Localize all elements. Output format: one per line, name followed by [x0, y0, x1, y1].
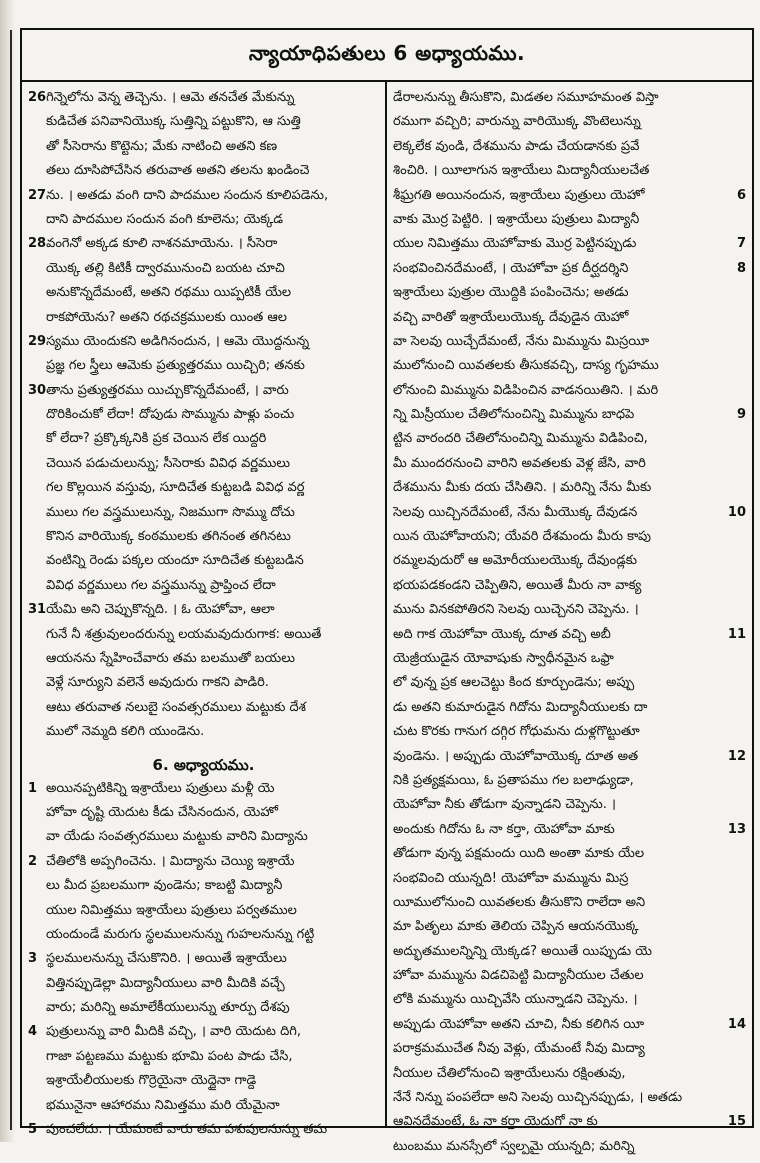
text-line	[393, 90, 746, 114]
line-text: అద్భుతములన్నిన్ని యెక్కడ? అయితే యిప్పుడు యె	[393, 943, 653, 959]
text-line	[393, 1041, 746, 1065]
line-text: గిన్నెలోను వెన్న తెచ్చెను. । ఆమె తనచేత మేకున్ను	[46, 90, 295, 105]
line-text: అయినప్పటికిన్ని ఇశ్రాయేలు పుత్రులు మళ్లీ యె	[46, 780, 275, 796]
text-line	[393, 261, 746, 285]
text-line	[28, 1049, 379, 1073]
line-text: యీములోనుంచి యివతలకు తీసుకొని రాలేదా అని	[393, 894, 646, 910]
text-line	[28, 1122, 379, 1146]
text-line	[393, 871, 746, 895]
text-line	[28, 261, 379, 285]
text-line	[28, 431, 379, 455]
line-text: న్ని మిస్రీయుల చేతిలోనుంచిన్ని మిమ్మును బాధపె	[393, 407, 635, 423]
line-text: వివిధ వర్ణములు గల వస్త్రమున్ను ప్రాప్తించ లేదా	[46, 577, 276, 593]
verse-number: 2	[28, 853, 38, 869]
text-line	[393, 456, 746, 480]
line-text: సెలవు యిచ్చినదేమంటే, నేను మీయొక్క దేవుడన	[393, 504, 638, 520]
text-line	[28, 1024, 379, 1048]
text-line	[393, 310, 746, 334]
verse-number: 5	[28, 1122, 38, 1138]
line-text: మీ ముందరనుంచి వారిని అవతలకు వెళ్ల జేసి, వారి	[393, 455, 646, 471]
book-binding-edge	[0, 0, 16, 1142]
line-text: నికి ప్రత్యక్షమయి, ఓ ప్రతాపము గల బలాఢ్యుడా,	[393, 772, 634, 788]
line-text: ఇశ్రాయేలీయులకు గొర్రెయైనా యెద్దైనా గాడ్దె	[46, 1073, 257, 1089]
line-text: తాను ప్రత్యుత్తరము యిచ్చుకొన్నదేమంటే, । వారు	[46, 382, 289, 398]
text-line	[28, 927, 379, 951]
line-text: వాకు మొర్ర పెట్టిరి. । ఇశ్రాయేలు పుత్రులు మిద్యానీ	[393, 211, 640, 227]
text-line	[393, 358, 746, 382]
text-line	[28, 114, 379, 138]
line-text: కుడిచేత పనివానియొక్క సుత్తిన్ని పట్టుకొని, ఆ సుత్తి	[46, 114, 301, 130]
line-text: చేతిలోకి అప్పగించెను. । మిద్యాను చెయ్యి ఇశ్రాయే	[46, 853, 295, 869]
line-text: వంటిన్ని రెండు పక్కల యందూ సూదిచేత కుట్టబడిన	[46, 553, 304, 569]
text-line	[393, 1090, 746, 1114]
line-text: దాని పాదముల సందున వంగి కూలెను; యెక్కడ	[46, 211, 283, 227]
line-text: ఆయనను స్నేహించేవారు తమ బలముతో బయలు	[46, 650, 295, 666]
line-text: వుండెను. । అప్పుడు యెహోవాయొక్క దూత అత	[393, 748, 639, 764]
line-text: ములు గల వస్త్రములున్ను, నిజముగా సొమ్ము దోచు	[46, 504, 295, 520]
verse-number: 10	[727, 504, 746, 520]
line-text: ఆవినదేమంటే, ఓ నా కర్తా యెదుగో నా కు	[393, 1114, 598, 1130]
text-line	[393, 1139, 746, 1163]
line-text: ములోనుంచి యివతలకు తీసుకవచ్చి, దాస్య గృహము	[393, 358, 659, 374]
line-text: యెజ్రీయుడైన యోవాషుకు స్వాధీనమైన ఒఫ్రా	[393, 650, 614, 666]
verse-number: 27	[28, 187, 47, 203]
line-text: అప్పుడు యెహోవా అతని చూచి, నీకు కలిగిన యీ	[393, 1016, 645, 1032]
text-line	[28, 310, 379, 334]
line-text: హోవా మమ్మును విడచిపెట్టి మిద్యానీయుల చేతుల	[393, 968, 644, 984]
line-text: యేమి అని చెప్పుకొన్నది. । ఓ యెహోవా, ఆలా	[46, 602, 275, 618]
text-line	[28, 781, 379, 805]
text-line	[393, 675, 746, 699]
text-line	[28, 675, 379, 699]
verse-number: 26	[28, 90, 47, 105]
line-text: నేనే నిన్ను పంపలేదా అని సెలవు యిచ్చినప్పుడు, । అతడు	[393, 1090, 683, 1106]
text-line	[28, 480, 379, 504]
line-text: సంభవించినదేమంటే, । యెహోవా ప్రక దీర్ఘదర్శిని	[393, 260, 629, 276]
verse-number: 13	[727, 821, 746, 837]
verse-number: 30	[28, 382, 47, 398]
text-line	[393, 236, 746, 260]
line-text: కొనిన వారియొక్క కంఠములకు తగినంత తగినటు	[46, 529, 291, 545]
text-line	[393, 1066, 746, 1090]
text-line	[28, 627, 379, 651]
text-line	[28, 1073, 379, 1097]
text-line	[393, 651, 746, 675]
text-line	[28, 724, 379, 748]
page-title: న్యాయాధిపతులు 6 అధ్యాయము.	[248, 40, 526, 65]
line-text: కో లేదా? ప్రక్కొక్కనికి ప్రక చెయిన లేక యిద్దరి	[46, 431, 267, 447]
line-text: ఆటు తరువాత నలుబై సంవత్సరములు మట్టుకు దేశ	[46, 699, 306, 715]
text-line	[393, 578, 746, 602]
line-text: యెహోవా నీకు తోడుగా వున్నాడని చెప్పెను. ।	[393, 797, 616, 813]
line-text: యుల నిమిత్తము యెహోవాకు మొర్ర పెట్టినప్పుడు	[393, 236, 637, 252]
line-text: డు అతని కుమారుడైన గిదోను మిద్యానీయులకు దా	[393, 699, 648, 715]
verse-number: 7	[736, 236, 746, 252]
text-line	[28, 805, 379, 829]
line-text: నీయుల చేతిలోనుంచి ఇశ్రాయేలును రక్షింతువు,	[393, 1065, 626, 1081]
text-line	[393, 114, 746, 138]
text-line	[28, 236, 379, 260]
line-text: స్థలములనున్ను చేసుకొనిరి. । అయితే ఇశ్రాయేలు	[46, 951, 287, 967]
verse-number: 15	[727, 1114, 746, 1130]
line-text: యిన యెహోవాయని; యేవరి దేశమందు మీరు కాపు	[393, 529, 652, 545]
text-line	[28, 951, 379, 975]
verse-number: 1	[28, 780, 38, 796]
text-line	[393, 797, 746, 821]
binding-line	[10, 30, 12, 1130]
text-line	[393, 846, 746, 870]
text-line	[393, 1114, 746, 1138]
text-line	[28, 90, 379, 114]
text-line	[393, 1017, 746, 1041]
line-text: వంగెనో అక్కడ కూలి నాశనమాయెను. । సీసెరా	[46, 236, 278, 252]
line-text: తలు దూసిపోచేసిన తరువాత అతని తలను ఖండించె	[46, 163, 310, 179]
verse-number: 9	[736, 407, 746, 423]
text-line	[28, 700, 379, 724]
verse-number: 6	[736, 187, 746, 203]
line-text: చెయిన పడుచులున్ను; సీసెరాకు వివిధ వర్ణములు	[46, 455, 291, 471]
text-line	[393, 163, 746, 187]
line-text: స్యము యెందుకని అడిగినందున, । ఆమె యొద్దనున్న	[46, 333, 310, 349]
line-text: సంభవించి యున్నది! యెహోవా మమ్మును మిస్ర	[393, 870, 629, 886]
text-line	[28, 505, 379, 529]
text-line	[393, 285, 746, 309]
line-text: తోడుగా వున్న పక్షమందు యిది అంతా మాకు యేల	[393, 846, 645, 862]
text-line	[393, 602, 746, 626]
text-line	[28, 903, 379, 927]
line-text: అనుకొన్నదేమంటే, అతని రథము యిప్పటికీ యేల	[46, 285, 292, 301]
text-line	[393, 919, 746, 943]
scanned-page	[20, 28, 754, 1154]
text-line	[393, 212, 746, 236]
line-text: అది గాక యెహోవా యొక్క దూత వచ్చి అబీ	[393, 626, 611, 642]
line-text: వుంచలేదు. । యేమంటే వారు తమ పశువులనున్ను తమ	[46, 1122, 328, 1138]
line-text: తో సీసెరాను కొట్టెను; మేకు నాటించి అతని కణ	[46, 138, 278, 154]
line-text: దొరికించుకో లేదా! దోపుడు సొమ్మును పాళ్లు పంచు	[46, 407, 295, 423]
text-line	[28, 976, 379, 1000]
text-line	[28, 334, 379, 358]
text-line	[393, 895, 746, 919]
text-line	[28, 602, 379, 626]
line-text: గల కొల్లయిన వస్తువు, సూదిచేత కుట్టబడి వివిధ వర్ణ	[46, 480, 305, 496]
line-text: వెళ్లే సూర్యుని వలెనే అవుదురు గాకని పాడిరి.	[46, 675, 269, 691]
text-line	[28, 854, 379, 878]
line-text: దేశమును మీకు దయ చేసితిని. । మరిన్ని నేను మీకు	[393, 480, 652, 496]
text-line	[393, 773, 746, 797]
line-text: ను. । అతడు వంగి దాని పాదముల సందున కూలిపడెను,	[46, 187, 329, 203]
line-text: చుట కొరకు గానుగ దగ్గిర గోధుమను దుళ్లగొట్టుతూ	[393, 724, 640, 740]
text-line	[393, 700, 746, 724]
line-text: లు మీద ప్రబలముగా వుండెను; కాబట్టి మిద్యానీ	[46, 878, 283, 894]
page-header	[22, 30, 752, 82]
verse-number: 4	[28, 1024, 38, 1040]
verse-number: 8	[736, 260, 746, 276]
text-line	[393, 505, 746, 529]
text-line	[28, 188, 379, 212]
text-line	[28, 878, 379, 902]
line-text: డేరాలనున్ను తీసుకొని, మిడతల సమూహమంత విస్తా	[393, 90, 659, 105]
text-line	[28, 529, 379, 553]
text-line	[28, 456, 379, 480]
text-line	[393, 480, 746, 504]
line-text: ములో నెమ్మది కలిగి యుండెను.	[46, 724, 205, 740]
line-text: హోవా దృష్టి యెదుట కీడు చేసినందున, యెహో	[46, 804, 279, 820]
line-text: భమునైనా ఆహారము నిమిత్తము మరి యేమైనా	[46, 1097, 280, 1113]
text-line	[393, 749, 746, 773]
text-line	[28, 212, 379, 236]
line-text: వారు; మరిన్ని అమాలేకీయులున్ను తూర్పు దేశపు	[46, 1000, 290, 1016]
line-text: వా సెలవు యిచ్చేదేమంటే, నేను మిమ్మును మిస్రయీ	[393, 333, 650, 349]
text-line	[393, 334, 746, 358]
verse-number: 31	[28, 602, 47, 618]
chapter-heading: 6. అధ్యాయము.	[152, 755, 255, 774]
text-line	[28, 651, 379, 675]
line-text: రముగా వచ్చిరి; వారున్ను వారియొక్క వొంటెలున్ను	[393, 114, 641, 130]
line-text: ట్టిన వారందరి చేతిలోనుంచిన్ని మిమ్మును విడిపించి,	[393, 431, 648, 447]
text-line	[393, 431, 746, 455]
text-line	[393, 139, 746, 163]
text-line	[28, 578, 379, 602]
line-text: యుల నిమిత్తము ఇశ్రాయేలు పుత్రులు పర్వతముల	[46, 902, 297, 918]
text-line	[393, 529, 746, 553]
text-line	[28, 829, 379, 853]
verse-number: 3	[28, 951, 38, 967]
text-line	[393, 407, 746, 431]
line-text: గాజా పట్టణము మట్టుకు భూమి పంట పాడు చేసి,	[46, 1048, 293, 1064]
text-line	[28, 407, 379, 431]
line-text: రమ్మలవుదురో ఆ అమోరీయులయొక్క దేవుండ్లకు	[393, 553, 637, 569]
verse-number: 28	[28, 236, 47, 252]
text-line	[393, 724, 746, 748]
line-text: లో వున్న ప్రక ఆలచెట్టు కింద కూర్చుండెను; అప్పు	[393, 675, 635, 691]
text-line	[28, 1098, 379, 1122]
text-line	[28, 163, 379, 187]
line-text: రాకపోయెను? అతని రథచక్రములకు యింత ఆల	[46, 309, 288, 325]
line-text: లెక్కలేక వుండి, దేశమును పాడు చేయడానకు ప్రవే	[393, 138, 640, 154]
line-text: ఇశ్రాయేలు పుత్రుల యొద్దికి పంపించెను; అతడు	[393, 285, 629, 301]
line-text: వా యేడు సంవత్సరములు మట్టుకు వారిని మిద్యాను	[46, 829, 308, 845]
text-line	[28, 1000, 379, 1024]
line-text: విత్తినప్పుడెల్లా మిద్యానీయులు వారి మీదికి వచ్చే	[46, 975, 285, 991]
line-text: మా పితృలు మాకు తెలియ చెప్పిన ఆయనయొక్క	[393, 919, 639, 935]
text-columns	[22, 82, 752, 1154]
line-text: లోకి మమ్మును యిచ్చివేసి యున్నాడని చెప్పెను. ।	[393, 992, 638, 1008]
text-line	[393, 188, 746, 212]
text-line	[28, 383, 379, 407]
text-line	[393, 383, 746, 407]
verse-number: 12	[727, 748, 746, 764]
text-line	[393, 822, 746, 846]
line-text: పుత్రులున్ను వారి మీదికి వచ్చి, । వారి యెదుట దిగి,	[46, 1024, 301, 1040]
text-line	[393, 627, 746, 651]
text-line	[393, 944, 746, 968]
line-text: టుంబము మనస్సేలో స్వల్పమై యున్నది; మరిన్ని	[393, 1138, 635, 1154]
line-text: యందుండే మరుగు స్థలములనున్ను గుహలనున్ను గట్టి	[46, 926, 315, 942]
line-text: యొక్క తల్లి కిటికీ ద్వారమునుంచి బయట చూచి	[46, 260, 285, 276]
line-text: ప్రజ్ఞ గల స్త్రీలు ఆమెకు ప్రత్యుత్తరము యిచ్చిరి; తనకు	[46, 358, 305, 374]
text-line	[28, 358, 379, 382]
text-line	[28, 139, 379, 163]
line-text: శీఘ్రగతి అయినందున, ఇశ్రాయేలు పుత్రులు యెహో	[393, 187, 645, 203]
line-text: భయపడకండని చెప్పితిని, అయితే మీరు నా వాక్య	[393, 577, 642, 593]
line-text: లోనుంచి మిమ్మును విడిపించిన వాడనయితిని. । మరి	[393, 382, 659, 398]
verse-number: 11	[727, 626, 746, 642]
text-line	[28, 553, 379, 577]
verse-number: 29	[28, 333, 47, 349]
verse-number: 14	[727, 1016, 746, 1032]
line-text: గునే నీ శత్రువులందరున్ను లయమవుదురుగాక: అయితే	[46, 626, 322, 642]
text-line	[393, 553, 746, 577]
text-line	[393, 968, 746, 992]
left-column	[22, 82, 387, 1138]
right-column	[387, 82, 752, 1154]
line-text: మును వినకపోతిరని సెలవు యిచ్చెనని చెప్పెను. ।	[393, 602, 639, 618]
text-line	[393, 992, 746, 1016]
line-text: పరాక్రమముచేత నీవు వెళ్లు, యేమంటే నీవు మిద్యా	[393, 1041, 645, 1057]
line-text: వచ్చి వారితో ఇశ్రాయేలుయొక్క దేవుడైన యెహో	[393, 309, 629, 325]
text-line	[28, 285, 379, 309]
line-text: అందుకు గిదోను ఓ నా కర్తా, యెహోవా మాకు	[393, 821, 615, 837]
line-text: శించిరి. । యీలాగున ఇశ్రాయేలు మిద్యానీయులచేత	[393, 163, 650, 179]
